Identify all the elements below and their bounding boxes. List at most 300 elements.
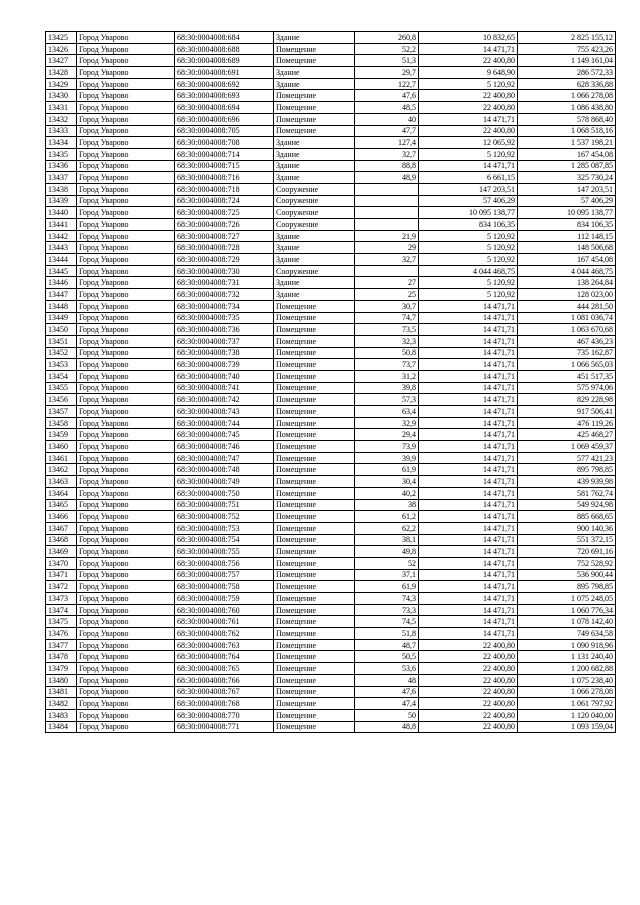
table-row <box>46 230 616 242</box>
area-cell: 38 <box>355 499 419 511</box>
unit-value-cell: 4 044 468,75 <box>419 265 518 277</box>
cadastral-value-cell: 476 119,26 <box>518 417 616 429</box>
object-type-cell: Помещение <box>274 335 355 347</box>
unit-value-cell: 14 471,71 <box>419 452 518 464</box>
row-number-cell: 13430 <box>46 90 77 102</box>
cadastral-value-cell: 1 066 565,03 <box>518 359 616 371</box>
cadastral-number-cell: 68:30:0004008:727 <box>175 230 274 242</box>
cadastral-value-cell: 577 421,23 <box>518 452 616 464</box>
cadastral-value-cell: 581 762,74 <box>518 487 616 499</box>
locality-cell: Город Уварово <box>77 242 175 254</box>
object-type-cell: Помещение <box>274 347 355 359</box>
cadastral-number-cell: 68:30:0004008:763 <box>175 639 274 651</box>
row-number-cell: 13470 <box>46 557 77 569</box>
cadastral-value-cell: 755 423,26 <box>518 43 616 55</box>
object-type-cell: Помещение <box>274 312 355 324</box>
cadastral-value-cell: 749 634,58 <box>518 628 616 640</box>
cadastral-value-cell: 1 075 238,40 <box>518 674 616 686</box>
cadastral-number-cell: 68:30:0004008:684 <box>175 32 274 44</box>
locality-cell: Город Уварово <box>77 452 175 464</box>
locality-cell: Город Уварово <box>77 663 175 675</box>
table-row <box>46 663 616 675</box>
unit-value-cell: 22 400,80 <box>419 674 518 686</box>
cadastral-number-cell: 68:30:0004008:714 <box>175 148 274 160</box>
row-number-cell: 13434 <box>46 137 77 149</box>
area-cell: 62,2 <box>355 522 419 534</box>
unit-value-cell: 22 400,80 <box>419 709 518 721</box>
object-type-cell: Здание <box>274 289 355 301</box>
cadastral-number-cell: 68:30:0004008:692 <box>175 78 274 90</box>
locality-cell: Город Уварово <box>77 522 175 534</box>
row-number-cell: 13483 <box>46 709 77 721</box>
locality-cell: Город Уварово <box>77 499 175 511</box>
object-type-cell: Сооружение <box>274 207 355 219</box>
unit-value-cell: 14 471,71 <box>419 347 518 359</box>
locality-cell: Город Уварово <box>77 604 175 616</box>
cadastral-value-cell: 1 068 518,16 <box>518 125 616 137</box>
cadastral-value-cell: 900 140,36 <box>518 522 616 534</box>
cadastral-value-cell: 628 336,88 <box>518 78 616 90</box>
locality-cell: Город Уварово <box>77 721 175 733</box>
cadastral-value-cell: 917 506,41 <box>518 406 616 418</box>
row-number-cell: 13447 <box>46 289 77 301</box>
object-type-cell: Помещение <box>274 90 355 102</box>
cadastral-number-cell: 68:30:0004008:729 <box>175 254 274 266</box>
cadastral-number-cell: 68:30:0004008:728 <box>175 242 274 254</box>
cadastral-value-cell: 834 106,35 <box>518 219 616 231</box>
table-row <box>46 32 616 44</box>
row-number-cell: 13456 <box>46 394 77 406</box>
cadastral-value-cell: 439 939,98 <box>518 476 616 488</box>
table-row <box>46 639 616 651</box>
area-cell: 27 <box>355 277 419 289</box>
cadastral-number-cell: 68:30:0004008:745 <box>175 429 274 441</box>
area-cell: 47,7 <box>355 125 419 137</box>
unit-value-cell: 14 471,71 <box>419 324 518 336</box>
row-number-cell: 13441 <box>46 219 77 231</box>
locality-cell: Город Уварово <box>77 90 175 102</box>
unit-value-cell: 9 648,90 <box>419 67 518 79</box>
area-cell: 32,9 <box>355 417 419 429</box>
unit-value-cell: 22 400,80 <box>419 102 518 114</box>
unit-value-cell: 6 661,15 <box>419 172 518 184</box>
cadastral-number-cell: 68:30:0004008:731 <box>175 277 274 289</box>
unit-value-cell: 10 832,65 <box>419 32 518 44</box>
row-number-cell: 13432 <box>46 113 77 125</box>
unit-value-cell: 14 471,71 <box>419 312 518 324</box>
unit-value-cell: 14 471,71 <box>419 160 518 172</box>
locality-cell: Город Уварово <box>77 102 175 114</box>
row-number-cell: 13479 <box>46 663 77 675</box>
locality-cell: Город Уварово <box>77 429 175 441</box>
object-type-cell: Помещение <box>274 429 355 441</box>
area-cell: 39,8 <box>355 382 419 394</box>
area-cell: 50 <box>355 709 419 721</box>
object-type-cell: Помещение <box>274 628 355 640</box>
table-row <box>46 686 616 698</box>
table-row <box>46 67 616 79</box>
row-number-cell: 13438 <box>46 183 77 195</box>
row-number-cell: 13460 <box>46 441 77 453</box>
locality-cell: Город Уварово <box>77 406 175 418</box>
locality-cell: Город Уварово <box>77 709 175 721</box>
area-cell: 260,8 <box>355 32 419 44</box>
unit-value-cell: 14 471,71 <box>419 628 518 640</box>
area-cell: 52,2 <box>355 43 419 55</box>
locality-cell: Город Уварово <box>77 43 175 55</box>
cadastral-number-cell: 68:30:0004008:752 <box>175 511 274 523</box>
row-number-cell: 13466 <box>46 511 77 523</box>
cadastral-value-cell: 1 285 087,85 <box>518 160 616 172</box>
locality-cell: Город Уварово <box>77 207 175 219</box>
row-number-cell: 13484 <box>46 721 77 733</box>
area-cell: 32,7 <box>355 254 419 266</box>
row-number-cell: 13461 <box>46 452 77 464</box>
cadastral-value-cell: 578 868,40 <box>518 113 616 125</box>
unit-value-cell: 14 471,71 <box>419 417 518 429</box>
row-number-cell: 13431 <box>46 102 77 114</box>
unit-value-cell: 14 471,71 <box>419 569 518 581</box>
table-row <box>46 265 616 277</box>
row-number-cell: 13446 <box>46 277 77 289</box>
row-number-cell: 13471 <box>46 569 77 581</box>
area-cell: 47,4 <box>355 698 419 710</box>
cadastral-number-cell: 68:30:0004008:715 <box>175 160 274 172</box>
object-type-cell: Помещение <box>274 686 355 698</box>
cadastral-number-cell: 68:30:0004008:758 <box>175 581 274 593</box>
area-cell: 47,6 <box>355 686 419 698</box>
row-number-cell: 13482 <box>46 698 77 710</box>
area-cell: 73,3 <box>355 604 419 616</box>
cadastral-number-cell: 68:30:0004008:750 <box>175 487 274 499</box>
cadastral-value-cell: 2 825 155,12 <box>518 32 616 44</box>
locality-cell: Город Уварово <box>77 616 175 628</box>
cadastral-number-cell: 68:30:0004008:725 <box>175 207 274 219</box>
table-row <box>46 441 616 453</box>
object-type-cell: Помещение <box>274 546 355 558</box>
cadastral-value-cell: 895 798,85 <box>518 464 616 476</box>
object-type-cell: Помещение <box>274 487 355 499</box>
locality-cell: Город Уварово <box>77 639 175 651</box>
area-cell <box>355 183 419 195</box>
unit-value-cell: 14 471,71 <box>419 406 518 418</box>
cadastral-number-cell: 68:30:0004008:749 <box>175 476 274 488</box>
cadastral-number-cell: 68:30:0004008:756 <box>175 557 274 569</box>
area-cell: 40,2 <box>355 487 419 499</box>
area-cell: 74,3 <box>355 593 419 605</box>
object-type-cell: Помещение <box>274 43 355 55</box>
locality-cell: Город Уварово <box>77 476 175 488</box>
unit-value-cell: 5 120,92 <box>419 242 518 254</box>
cadastral-value-cell: 1 061 797,92 <box>518 698 616 710</box>
row-number-cell: 13467 <box>46 522 77 534</box>
locality-cell: Город Уварово <box>77 674 175 686</box>
table-row <box>46 511 616 523</box>
cadastral-value-cell: 4 044 468,75 <box>518 265 616 277</box>
unit-value-cell: 12 065,92 <box>419 137 518 149</box>
locality-cell: Город Уварово <box>77 137 175 149</box>
object-type-cell: Здание <box>274 137 355 149</box>
cadastral-value-cell: 1 081 036,74 <box>518 312 616 324</box>
area-cell: 29,7 <box>355 67 419 79</box>
table-row <box>46 125 616 137</box>
locality-cell: Город Уварово <box>77 78 175 90</box>
cadastral-value-cell: 1 200 682,88 <box>518 663 616 675</box>
row-number-cell: 13435 <box>46 148 77 160</box>
object-type-cell: Помещение <box>274 581 355 593</box>
cadastral-number-cell: 68:30:0004008:694 <box>175 102 274 114</box>
area-cell: 32,3 <box>355 335 419 347</box>
cadastral-value-cell: 1 069 459,37 <box>518 441 616 453</box>
area-cell <box>355 265 419 277</box>
cadastral-number-cell: 68:30:0004008:764 <box>175 651 274 663</box>
unit-value-cell: 14 471,71 <box>419 43 518 55</box>
unit-value-cell: 5 120,92 <box>419 230 518 242</box>
table-row <box>46 55 616 67</box>
table-row <box>46 487 616 499</box>
locality-cell: Город Уварово <box>77 487 175 499</box>
area-cell: 127,4 <box>355 137 419 149</box>
table-row <box>46 499 616 511</box>
row-number-cell: 13464 <box>46 487 77 499</box>
table-row <box>46 43 616 55</box>
area-cell: 61,2 <box>355 511 419 523</box>
area-cell: 40 <box>355 113 419 125</box>
locality-cell: Город Уварово <box>77 546 175 558</box>
row-number-cell: 13452 <box>46 347 77 359</box>
cadastral-value-cell: 444 281,50 <box>518 300 616 312</box>
cadastral-number-cell: 68:30:0004008:760 <box>175 604 274 616</box>
cadastral-number-cell: 68:30:0004008:708 <box>175 137 274 149</box>
locality-cell: Город Уварово <box>77 148 175 160</box>
locality-cell: Город Уварово <box>77 230 175 242</box>
object-type-cell: Помещение <box>274 522 355 534</box>
area-cell: 51,3 <box>355 55 419 67</box>
area-cell: 50,5 <box>355 651 419 663</box>
cadastral-number-cell: 68:30:0004008:761 <box>175 616 274 628</box>
object-type-cell: Помещение <box>274 382 355 394</box>
area-cell <box>355 195 419 207</box>
object-type-cell: Здание <box>274 242 355 254</box>
area-cell: 73,7 <box>355 359 419 371</box>
cadastral-value-cell: 167 454,08 <box>518 148 616 160</box>
locality-cell: Город Уварово <box>77 534 175 546</box>
object-type-cell: Помещение <box>274 616 355 628</box>
cadastral-value-cell: 1 093 159,04 <box>518 721 616 733</box>
locality-cell: Город Уварово <box>77 511 175 523</box>
object-type-cell: Помещение <box>274 417 355 429</box>
unit-value-cell: 14 471,71 <box>419 511 518 523</box>
unit-value-cell: 22 400,80 <box>419 55 518 67</box>
object-type-cell: Сооружение <box>274 265 355 277</box>
area-cell: 38,1 <box>355 534 419 546</box>
cadastral-value-cell: 1 086 438,80 <box>518 102 616 114</box>
cadastral-number-cell: 68:30:0004008:767 <box>175 686 274 698</box>
object-type-cell: Здание <box>274 254 355 266</box>
row-number-cell: 13481 <box>46 686 77 698</box>
cadastral-value-cell: 720 691,16 <box>518 546 616 558</box>
object-type-cell: Помещение <box>274 359 355 371</box>
cadastral-number-cell: 68:30:0004008:738 <box>175 347 274 359</box>
unit-value-cell: 14 471,71 <box>419 429 518 441</box>
object-type-cell: Помещение <box>274 557 355 569</box>
cadastral-number-cell: 68:30:0004008:770 <box>175 709 274 721</box>
area-cell: 48,9 <box>355 172 419 184</box>
object-type-cell: Помещение <box>274 593 355 605</box>
object-type-cell: Помещение <box>274 300 355 312</box>
row-number-cell: 13474 <box>46 604 77 616</box>
locality-cell: Город Уварово <box>77 394 175 406</box>
locality-cell: Город Уварово <box>77 335 175 347</box>
table-row <box>46 102 616 114</box>
cadastral-number-cell: 68:30:0004008:753 <box>175 522 274 534</box>
table-row <box>46 721 616 733</box>
unit-value-cell: 22 400,80 <box>419 686 518 698</box>
cadastral-number-cell: 68:30:0004008:751 <box>175 499 274 511</box>
table-row <box>46 370 616 382</box>
cadastral-value-cell: 10 095 138,77 <box>518 207 616 219</box>
object-type-cell: Помещение <box>274 499 355 511</box>
cadastral-value-cell: 549 924,98 <box>518 499 616 511</box>
register-table-body <box>46 32 616 733</box>
cadastral-value-cell: 1 066 278,08 <box>518 90 616 102</box>
unit-value-cell: 5 120,92 <box>419 78 518 90</box>
area-cell <box>355 207 419 219</box>
unit-value-cell: 22 400,80 <box>419 721 518 733</box>
object-type-cell: Помещение <box>274 113 355 125</box>
locality-cell: Город Уварово <box>77 289 175 301</box>
table-row <box>46 593 616 605</box>
area-cell <box>355 219 419 231</box>
unit-value-cell: 14 471,71 <box>419 604 518 616</box>
object-type-cell: Помещение <box>274 674 355 686</box>
area-cell: 73,9 <box>355 441 419 453</box>
table-row <box>46 324 616 336</box>
cadastral-number-cell: 68:30:0004008:743 <box>175 406 274 418</box>
unit-value-cell: 14 471,71 <box>419 499 518 511</box>
cadastral-number-cell: 68:30:0004008:759 <box>175 593 274 605</box>
cadastral-value-cell: 895 798,85 <box>518 581 616 593</box>
object-type-cell: Помещение <box>274 709 355 721</box>
table-row <box>46 452 616 464</box>
row-number-cell: 13473 <box>46 593 77 605</box>
row-number-cell: 13436 <box>46 160 77 172</box>
object-type-cell: Здание <box>274 148 355 160</box>
table-row <box>46 242 616 254</box>
unit-value-cell: 14 471,71 <box>419 441 518 453</box>
table-row <box>46 347 616 359</box>
locality-cell: Город Уварово <box>77 581 175 593</box>
table-row <box>46 183 616 195</box>
unit-value-cell: 14 471,71 <box>419 476 518 488</box>
area-cell: 31,2 <box>355 370 419 382</box>
table-row <box>46 137 616 149</box>
unit-value-cell: 14 471,71 <box>419 370 518 382</box>
object-type-cell: Помещение <box>274 721 355 733</box>
row-number-cell: 13451 <box>46 335 77 347</box>
cadastral-value-cell: 1 131 240,40 <box>518 651 616 663</box>
object-type-cell: Помещение <box>274 125 355 137</box>
table-row <box>46 277 616 289</box>
table-row <box>46 90 616 102</box>
cadastral-number-cell: 68:30:0004008:746 <box>175 441 274 453</box>
row-number-cell: 13478 <box>46 651 77 663</box>
cadastral-value-cell: 148 506,68 <box>518 242 616 254</box>
row-number-cell: 13462 <box>46 464 77 476</box>
row-number-cell: 13439 <box>46 195 77 207</box>
area-cell: 74,5 <box>355 616 419 628</box>
object-type-cell: Помещение <box>274 370 355 382</box>
unit-value-cell: 14 471,71 <box>419 300 518 312</box>
cadastral-value-cell: 752 528,92 <box>518 557 616 569</box>
unit-value-cell: 57 406,29 <box>419 195 518 207</box>
object-type-cell: Здание <box>274 32 355 44</box>
cadastral-number-cell: 68:30:0004008:730 <box>175 265 274 277</box>
locality-cell: Город Уварово <box>77 569 175 581</box>
object-type-cell: Помещение <box>274 569 355 581</box>
unit-value-cell: 22 400,80 <box>419 651 518 663</box>
area-cell: 39,9 <box>355 452 419 464</box>
cadastral-value-cell: 147 203,51 <box>518 183 616 195</box>
row-number-cell: 13457 <box>46 406 77 418</box>
cadastral-number-cell: 68:30:0004008:735 <box>175 312 274 324</box>
row-number-cell: 13449 <box>46 312 77 324</box>
locality-cell: Город Уварово <box>77 277 175 289</box>
cadastral-number-cell: 68:30:0004008:741 <box>175 382 274 394</box>
object-type-cell: Здание <box>274 78 355 90</box>
cadastral-number-cell: 68:30:0004008:716 <box>175 172 274 184</box>
object-type-cell: Помещение <box>274 511 355 523</box>
unit-value-cell: 14 471,71 <box>419 593 518 605</box>
table-row <box>46 698 616 710</box>
area-cell: 73,5 <box>355 324 419 336</box>
cadastral-number-cell: 68:30:0004008:718 <box>175 183 274 195</box>
cadastral-number-cell: 68:30:0004008:766 <box>175 674 274 686</box>
area-cell: 47,6 <box>355 90 419 102</box>
cadastral-value-cell: 167 454,08 <box>518 254 616 266</box>
area-cell: 48 <box>355 674 419 686</box>
object-type-cell: Помещение <box>274 639 355 651</box>
cadastral-number-cell: 68:30:0004008:771 <box>175 721 274 733</box>
unit-value-cell: 14 471,71 <box>419 581 518 593</box>
cadastral-value-cell: 286 572,33 <box>518 67 616 79</box>
row-number-cell: 13458 <box>46 417 77 429</box>
cadastral-value-cell: 1 075 248,05 <box>518 593 616 605</box>
cadastral-number-cell: 68:30:0004008:737 <box>175 335 274 347</box>
locality-cell: Город Уварово <box>77 557 175 569</box>
object-type-cell: Помещение <box>274 394 355 406</box>
cadastral-number-cell: 68:30:0004008:765 <box>175 663 274 675</box>
unit-value-cell: 14 471,71 <box>419 557 518 569</box>
unit-value-cell: 14 471,71 <box>419 394 518 406</box>
cadastral-number-cell: 68:30:0004008:747 <box>175 452 274 464</box>
unit-value-cell: 14 471,71 <box>419 382 518 394</box>
object-type-cell: Здание <box>274 277 355 289</box>
cadastral-number-cell: 68:30:0004008:757 <box>175 569 274 581</box>
area-cell: 50,8 <box>355 347 419 359</box>
table-row <box>46 429 616 441</box>
locality-cell: Город Уварово <box>77 183 175 195</box>
object-type-cell: Сооружение <box>274 183 355 195</box>
row-number-cell: 13427 <box>46 55 77 67</box>
cadastral-value-cell: 1 066 278,08 <box>518 686 616 698</box>
cadastral-value-cell: 1 149 161,04 <box>518 55 616 67</box>
table-row <box>46 651 616 663</box>
locality-cell: Город Уварово <box>77 219 175 231</box>
locality-cell: Город Уварово <box>77 382 175 394</box>
cadastral-number-cell: 68:30:0004008:739 <box>175 359 274 371</box>
table-row <box>46 406 616 418</box>
